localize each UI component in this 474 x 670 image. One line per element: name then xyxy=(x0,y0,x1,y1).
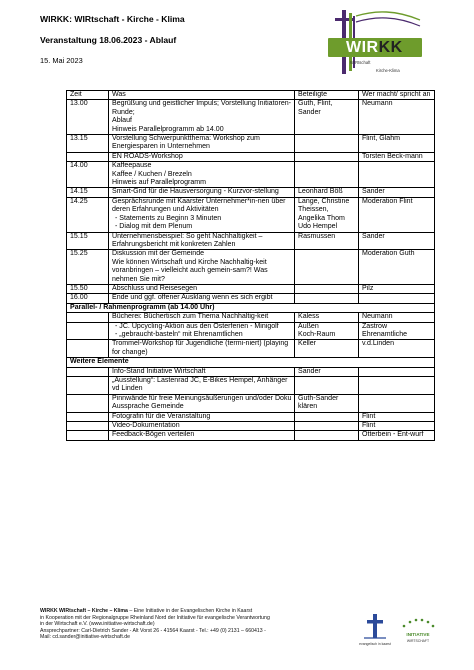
footer-line3: in der Wirtschaft e.V. (www.initiative-wirtschaft.de) xyxy=(40,621,155,627)
table-row xyxy=(67,197,435,232)
evangelisch-kaarst-logo: evangelisch in kaarst xyxy=(362,612,388,650)
was-line: Abschluss und Reisesegen xyxy=(112,284,198,292)
cell-was xyxy=(109,431,295,440)
cell-beteiligte: Rasmussen xyxy=(295,232,359,250)
was-line: Ende und ggf. offener Ausklang wenn es sich ergibt xyxy=(112,294,273,302)
header-zeit: Zeit xyxy=(67,91,109,100)
cell-beteiligte xyxy=(295,152,359,161)
was-line: Unternehmensbeispiel: So geht Nachhaltigkeit – Erfahrungsbericht mit konkreten Zahlen xyxy=(112,232,263,248)
cell-zeit: 14.25 xyxy=(67,197,109,232)
cell-was xyxy=(109,377,295,395)
was-line: Hinweis auf Parallelprogramm xyxy=(112,179,206,187)
cell-was xyxy=(109,322,295,340)
cell-beteiligte: Guth-Sander klären xyxy=(295,394,359,412)
cell-beteiligte xyxy=(295,422,359,431)
cell-beteiligte: Leonhard Böß xyxy=(295,188,359,197)
document-date: 15. Mai 2023 xyxy=(40,56,83,65)
cell-zeit xyxy=(67,340,109,358)
cell-zeit xyxy=(67,313,109,322)
wirkk-logo xyxy=(316,10,434,78)
was-line: Fotografin für die Veranstaltung xyxy=(112,412,211,420)
table-row xyxy=(67,422,435,431)
was-line: Kaffee / Kuchen / Brezeln xyxy=(112,170,192,178)
table-row xyxy=(67,135,435,153)
table-row xyxy=(67,322,435,340)
cell-wer: Zastrow Ehrenamtliche xyxy=(359,322,435,340)
church-cross-icon xyxy=(362,612,388,642)
table-header-row xyxy=(67,91,435,100)
was-subitem: - Statements zu Beginn 3 Minuten xyxy=(115,214,222,222)
cell-zeit: 15.25 xyxy=(67,250,109,285)
table-row xyxy=(67,340,435,358)
cell-wer xyxy=(359,394,435,412)
was-line: Smart-Grid für die Hausversorgung - Kurzvor-stellung xyxy=(112,188,279,196)
cell-was xyxy=(109,340,295,358)
logo-tagline-1: WIRtschaft xyxy=(350,60,371,65)
table-row xyxy=(67,284,435,293)
table-row xyxy=(67,188,435,197)
cell-was xyxy=(109,313,295,322)
footer xyxy=(40,608,340,641)
cell-wer: Otterbein - Ent-wurf xyxy=(359,431,435,440)
table-row xyxy=(67,377,435,395)
cell-beteiligte: Sander xyxy=(295,367,359,376)
header-beteiligte: Beteiligte xyxy=(295,91,359,100)
was-subitem: - JC. Upcycling-Aktion aus den Osterferien - Minigolf xyxy=(115,322,279,330)
cell-zeit xyxy=(67,152,109,161)
was-line: Vorstellung Schwerpunktthema: Workshop zum Energiesparen in Unternehmen xyxy=(112,135,260,151)
was-subitem: - Dialog mit dem Plenum xyxy=(115,223,193,231)
was-line: Video-Dokumentation xyxy=(112,422,180,430)
cell-wer: Torsten Beck-mann xyxy=(359,152,435,161)
was-line: Wie können Wirtschaft und Kirche Nachhaltig-keit voranbringen – vielleicht auch gemein-sam?! Was nehmen Sie mit? xyxy=(112,258,268,283)
was-line: Info-Stand Initiative Wirtschaft xyxy=(112,367,206,375)
cell-zeit xyxy=(67,422,109,431)
table-row xyxy=(67,100,435,135)
cell-was xyxy=(109,284,295,293)
cell-wer: Flint, Glahm xyxy=(359,135,435,153)
cell-beteiligte xyxy=(295,135,359,153)
was-line: Kaffeepause xyxy=(112,162,152,170)
cell-beteiligte xyxy=(295,250,359,285)
was-line: Feedback-Bögen verteilen xyxy=(112,431,195,439)
cell-zeit: 13.00 xyxy=(67,100,109,135)
cell-wer xyxy=(359,294,435,303)
event-subtitle: Veranstaltung 18.06.2023 - Ablauf xyxy=(40,35,177,45)
cell-beteiligte: Außen Koch-Raum xyxy=(295,322,359,340)
cell-wer: v.d.Linden xyxy=(359,340,435,358)
cell-wer: Sander xyxy=(359,188,435,197)
footer-lead: WIRKK WIRtschaft – Kirche – Klima – Eine Initiative in der Evangelischen Kirche in Kaarst xyxy=(40,608,253,614)
was-line: Hinweis Parallelprogramm ab 14.00 xyxy=(112,125,224,133)
footer-line2: in Kooperation mit der Regionalgruppe Rheinland Nord der Initiative für evangelische Verantwortung xyxy=(40,614,270,621)
section-weitere-heading: Weitere Elemente xyxy=(67,358,435,367)
cell-was xyxy=(109,162,295,188)
cell-zeit xyxy=(67,377,109,395)
was-subitem: - „gebraucht-basteln“ mit Ehrenamtlichen xyxy=(115,330,243,338)
cell-was xyxy=(109,294,295,303)
cell-was xyxy=(109,152,295,161)
cell-was xyxy=(109,135,295,153)
cell-zeit xyxy=(67,431,109,440)
table-row xyxy=(67,431,435,440)
cell-beteiligte xyxy=(295,431,359,440)
footer-line5: Mail: cd.sander@initiative-wirtschaft.de xyxy=(40,634,131,640)
footer-line4: Ansprechpartner: Carl-Dietrich Sander - Alt Vorst 26 - 41564 Kaarst - Tel.: +49 (0) 2131 – 660413 - xyxy=(40,627,266,634)
header-wer: Wer macht/ spricht an xyxy=(359,91,435,100)
cell-was xyxy=(109,394,295,412)
was-line: Gesprächsrunde mit Kaarster Unternehmer*in-nen über deren Erfahrungen und Aktivitäten xyxy=(112,197,286,214)
was-line: Bücherei: Büchertisch zum Thema Nachhaltig-keit xyxy=(112,313,269,321)
table-row xyxy=(67,162,435,188)
cell-was xyxy=(109,422,295,431)
cell-beteiligte: Lange, Christine Theissen, Angelika Thom Udo Hempel xyxy=(295,197,359,232)
section-parallel xyxy=(67,303,435,312)
cell-beteiligte: Guth, Flint, Sander xyxy=(295,100,359,135)
cell-beteiligte xyxy=(295,294,359,303)
was-line: EN ROADS-Workshop xyxy=(112,152,183,160)
cell-was xyxy=(109,232,295,250)
cell-was xyxy=(109,367,295,376)
logo-tagline-2: Kirche-Klima xyxy=(376,68,400,73)
cell-zeit: 15.15 xyxy=(67,232,109,250)
cell-zeit: 16.00 xyxy=(67,294,109,303)
cell-beteiligte xyxy=(295,412,359,421)
cell-was xyxy=(109,100,295,135)
cell-zeit xyxy=(67,367,109,376)
cell-beteiligte xyxy=(295,162,359,188)
cell-wer: Flint xyxy=(359,412,435,421)
table-row xyxy=(67,294,435,303)
schedule-table xyxy=(66,90,435,441)
table-row xyxy=(67,394,435,412)
cell-zeit xyxy=(67,322,109,340)
cell-zeit xyxy=(67,394,109,412)
table-row xyxy=(67,152,435,161)
cell-zeit: 15.50 xyxy=(67,284,109,293)
cell-wer: Neumann xyxy=(359,100,435,135)
cell-was xyxy=(109,412,295,421)
was-line: Ablauf xyxy=(112,117,132,125)
cell-wer: Moderation Guth xyxy=(359,250,435,285)
table-row xyxy=(67,232,435,250)
cell-beteiligte: Keller xyxy=(295,340,359,358)
header-was: Was xyxy=(109,91,295,100)
logo-wordmark: WIRKK xyxy=(346,39,403,56)
cell-beteiligte: Kaless xyxy=(295,313,359,322)
cell-zeit: 13.15 xyxy=(67,135,109,153)
section-parallel-heading: Parallel- / Rahmenprogramm (ab 14.00 Uhr) xyxy=(67,303,435,312)
document-title: WIRKK: WIRtschaft - Kirche - Klima xyxy=(40,14,185,24)
table-row xyxy=(67,313,435,322)
cell-wer xyxy=(359,162,435,188)
table-row xyxy=(67,250,435,285)
cell-beteiligte xyxy=(295,284,359,293)
section-weitere xyxy=(67,358,435,367)
cell-wer: Pilz xyxy=(359,284,435,293)
cell-wer xyxy=(359,377,435,395)
table-row xyxy=(67,412,435,421)
was-line: Trommel-Workshop für Jugendliche (termi-niert) (playing for change) xyxy=(112,340,289,356)
cell-wer: Moderation Flint xyxy=(359,197,435,232)
initiative-wirtschaft-logo: INITIATIVE WIRTSCHAFT xyxy=(398,612,438,650)
cell-was xyxy=(109,188,295,197)
cell-was xyxy=(109,197,295,232)
table-row xyxy=(67,367,435,376)
cell-zeit xyxy=(67,412,109,421)
cell-wer: Sander xyxy=(359,232,435,250)
was-line: Begrüßung und geistlicher Impuls; Vorstellung Initiatoren-Runde; xyxy=(112,100,292,116)
cell-zeit: 14.15 xyxy=(67,188,109,197)
was-line: Diskussion mit der Gemeinde xyxy=(112,250,205,258)
cell-beteiligte xyxy=(295,377,359,395)
was-line: Pinnwände für freie Meinungsäußerungen und/oder Doku Aussprache Gemeinde xyxy=(112,394,292,411)
cell-wer: Flint xyxy=(359,422,435,431)
cell-zeit: 14.00 xyxy=(67,162,109,188)
cell-wer xyxy=(359,367,435,376)
was-line: „Ausstellung“: Lastenrad JC, E-Bikes Hempel, Anhänger vd Linden xyxy=(112,377,288,393)
cell-was xyxy=(109,250,295,285)
cell-wer: Neumann xyxy=(359,313,435,322)
